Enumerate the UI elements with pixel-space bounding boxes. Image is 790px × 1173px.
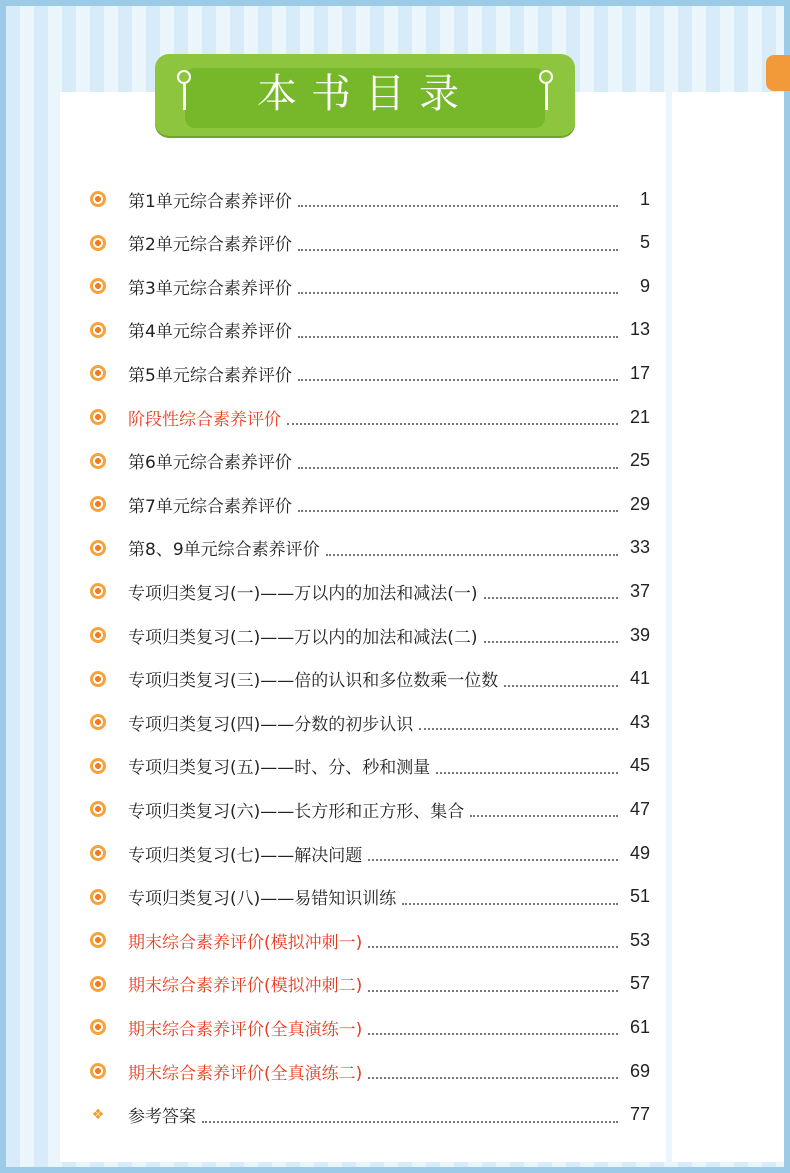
toc-entry-label: 期末综合素养评价(全真演练一) [128,1019,363,1040]
toc-entry[interactable] [90,489,650,519]
toc-entry-page-number: 45 [629,755,650,776]
diamond-bullet-icon: ❖ [91,1106,105,1123]
toc-entry-page-number: 25 [629,450,650,471]
toc-entry[interactable] [90,707,650,737]
toc-entry-page-number: 29 [629,493,650,514]
toc-entry-page-number: 57 [629,973,650,994]
toc-entry-label: 阶段性综合素养评价 [128,409,281,430]
toc-entry-label: 第7单元综合素养评价 [128,496,292,517]
toc-entry[interactable] [90,402,650,432]
toc-entry-page-number: 9 [639,275,650,296]
toc-entry[interactable] [90,576,650,606]
dot-leader [368,1019,618,1035]
toc-entry-label: 专项归类复习(四)——分数的初步认识 [128,714,414,735]
circle-bullet-icon [90,409,106,425]
toc-entry-page-number: 39 [629,624,650,645]
dot-leader [298,235,618,251]
toc-entry-label: 专项归类复习(三)——倍的认识和多位数乘一位数 [128,671,499,692]
toc-entry[interactable] [90,271,650,301]
toc-entry[interactable] [90,1012,650,1042]
toc-entry-page-number: 13 [629,319,650,340]
toc-entry-page-number: 43 [629,711,650,732]
toc-entry[interactable] [90,1100,650,1130]
toc-entry-label: 第8、9单元综合素养评价 [128,540,320,561]
toc-entry-page-number: 21 [629,406,650,427]
toc-entry[interactable] [90,1056,650,1086]
toc-entry[interactable] [90,446,650,476]
toc-entry-label: 参考答案 [128,1107,196,1128]
page-title: 本书目录 [257,71,473,117]
orange-tab-decoration [766,55,790,91]
circle-bullet-icon [90,496,106,512]
toc-entry-page-number: 37 [629,580,650,601]
toc-entry-label: 期末综合素养评价(全真演练二) [128,1063,363,1084]
dot-leader [470,801,618,817]
toc-entry-page-number: 69 [629,1060,650,1081]
dot-leader [298,322,618,338]
circle-bullet-icon [90,889,106,905]
toc-entry[interactable] [90,664,650,694]
circle-bullet-icon [90,1019,106,1035]
dot-leader [484,627,618,643]
toc-entry-page-number: 33 [629,537,650,558]
dot-leader [298,496,618,512]
dot-leader [402,889,618,905]
dot-leader [368,1063,618,1079]
circle-bullet-icon [90,627,106,643]
dot-leader [298,453,618,469]
toc-entry[interactable] [90,925,650,955]
toc-entry-page-number: 47 [629,798,650,819]
circle-bullet-icon [90,583,106,599]
circle-bullet-icon [90,191,106,207]
dot-leader [504,671,618,687]
circle-bullet-icon [90,453,106,469]
circle-bullet-icon [90,671,106,687]
toc-entry-page-number: 17 [629,362,650,383]
toc-entry-label: 期末综合素养评价(模拟冲刺一) [128,932,363,953]
toc-entry[interactable] [90,838,650,868]
dot-leader [298,365,618,381]
toc-entry-label: 第2单元综合素养评价 [128,235,292,256]
toc-entry[interactable] [90,315,650,345]
circle-bullet-icon [90,976,106,992]
side-card [672,92,784,1162]
circle-bullet-icon [90,932,106,948]
toc-entry-label: 第4单元综合素养评价 [128,322,292,343]
circle-bullet-icon [90,714,106,730]
toc-entry-label: 专项归类复习(二)——万以内的加法和减法(二) [128,627,478,648]
dot-leader [298,278,618,294]
dot-leader [419,714,618,730]
dot-leader [436,758,618,774]
toc-entry[interactable] [90,620,650,650]
circle-bullet-icon [90,278,106,294]
dot-leader [202,1107,618,1123]
toc-entry-label: 专项归类复习(六)——长方形和正方形、集合 [128,801,465,822]
circle-bullet-icon [90,758,106,774]
toc-entry-page-number: 51 [629,886,650,907]
dot-leader [287,409,618,425]
toc-entry-page-number: 1 [639,188,650,209]
dot-leader [326,540,618,556]
dot-leader [368,845,618,861]
circle-bullet-icon [90,365,106,381]
toc-entry[interactable] [90,969,650,999]
toc-entry[interactable] [90,882,650,912]
dot-leader [484,583,618,599]
title-banner [155,54,575,136]
toc-entry-label: 期末综合素养评价(模拟冲刺二) [128,976,363,997]
circle-bullet-icon [90,1063,106,1079]
toc-entry-page-number: 77 [629,1104,650,1125]
toc-entry-page-number: 61 [629,1016,650,1037]
toc-entry[interactable] [90,794,650,824]
circle-bullet-icon [90,322,106,338]
toc-entry-label: 专项归类复习(五)——时、分、秒和测量 [128,758,431,779]
toc-entry-label: 第6单元综合素养评价 [128,453,292,474]
circle-bullet-icon [90,235,106,251]
toc-entry-page-number: 5 [639,232,650,253]
toc-entry[interactable] [90,533,650,563]
dot-leader [368,976,618,992]
dot-leader [368,932,618,948]
toc-entry-page-number: 41 [629,668,650,689]
dot-leader [298,191,618,207]
toc-entry-page-number: 53 [629,929,650,950]
circle-bullet-icon [90,845,106,861]
toc-entry-label: 专项归类复习(一)——万以内的加法和减法(一) [128,583,478,604]
circle-bullet-icon [90,540,106,556]
toc-entry-label: 专项归类复习(八)——易错知识训练 [128,889,397,910]
toc-entry-label: 第3单元综合素养评价 [128,278,292,299]
toc-entry-label: 第5单元综合素养评价 [128,365,292,386]
toc-entry-label: 第1单元综合素养评价 [128,191,292,212]
circle-bullet-icon [90,801,106,817]
toc-entry-label: 专项归类复习(七)——解决问题 [128,845,363,866]
toc-entry[interactable] [90,184,650,214]
toc-entry-page-number: 49 [629,842,650,863]
toc-entry[interactable] [90,751,650,781]
toc-entry[interactable] [90,358,650,388]
toc-entry[interactable] [90,228,650,258]
